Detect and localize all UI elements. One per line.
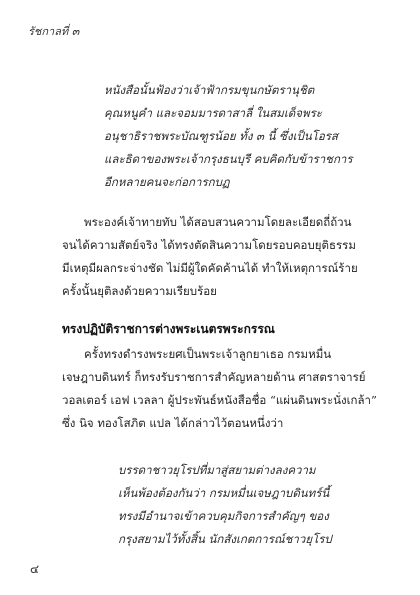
quote-line: อีกหลายคนจะก่อการกบฏ [104, 175, 230, 189]
page-number: ๔ [30, 562, 40, 576]
paragraph-line: ครั้งทรงดำรงพระยศเป็นพระเจ้าลูกยาเธอ กรมหมื่น [84, 347, 332, 361]
quote-line: บรรดาชาวยุโรปที่มาสู่สยามต่างลงความ [118, 463, 316, 477]
paragraph-line: จนได้ความสัตย์จริง ได้ทรงตัดสินความโดยรอบคอบยุติธรรม [62, 238, 356, 252]
paragraph-1 [62, 211, 380, 303]
block-quote-2 [118, 459, 332, 551]
quote-line: เห็นพ้องต้องกันว่า กรมหมื่นเจษฎาบดินทร์นี้ [118, 486, 330, 500]
quote-line: คุณหนูคำ และจอมมารดาสาลี่ ในสมเด็จพระ [104, 106, 322, 120]
quote-line: ทรงมีอำนาจเข้าควบคุมกิจการสำคัญๆ ของ [118, 509, 329, 523]
quote-line: กรุงสยามไว้ทั้งสิ้น นักสังเกตการณ์ชาวยุโรป [118, 532, 332, 546]
paragraph-line: มีเหตุมีผลกระจ่างชัด ไม่มีผู้ใดคัดค้านได้ ทำให้เหตุการณ์ร้าย [62, 261, 358, 275]
running-header: รัชกาลที่ ๓ [28, 25, 80, 38]
block-quote-1 [104, 79, 353, 194]
paragraph-line: วอลเตอร์ เอฟ เวลลา ผู้ประพันธ์หนังสือชื่อ “แผ่นดินพระนั่งเกล้า” [62, 393, 377, 407]
paragraph-line: พระองค์เจ้าทายทับ ได้สอบสวนความโดยละเอียดถี่ถ้วน [84, 215, 352, 229]
paragraph-line: ซึ่ง นิจ ทองโสภิต แปล ได้กล่าวไว้ตอนหนึ่งว่า [62, 416, 284, 430]
paragraph-line: ครั้งนั้นยุติลงด้วยความเรียบร้อย [62, 284, 217, 298]
paragraph-line: เจษฎาบดินทร์ ก็ทรงรับราชการสำคัญหลายด้าน ศาสตราจารย์ [62, 370, 366, 384]
quote-line: อนุชาธิราชพระบัณฑูรน้อย ทั้ง ๓ นี้ ซึ่งเป็นโอรส [104, 129, 338, 143]
quote-line: หนังสือนั้นฟ้องว่าเจ้าฟ้ากรมขุนกษัตรานุชิต [104, 83, 315, 97]
quote-line: และธิดาของพระเจ้ากรุงธนบุรี คบคิดกับข้าราชการ [104, 152, 353, 166]
section-heading: ทรงปฏิบัติราชการต่างพระเนตรพระกรรณ [62, 322, 275, 336]
paragraph-2 [62, 343, 380, 435]
